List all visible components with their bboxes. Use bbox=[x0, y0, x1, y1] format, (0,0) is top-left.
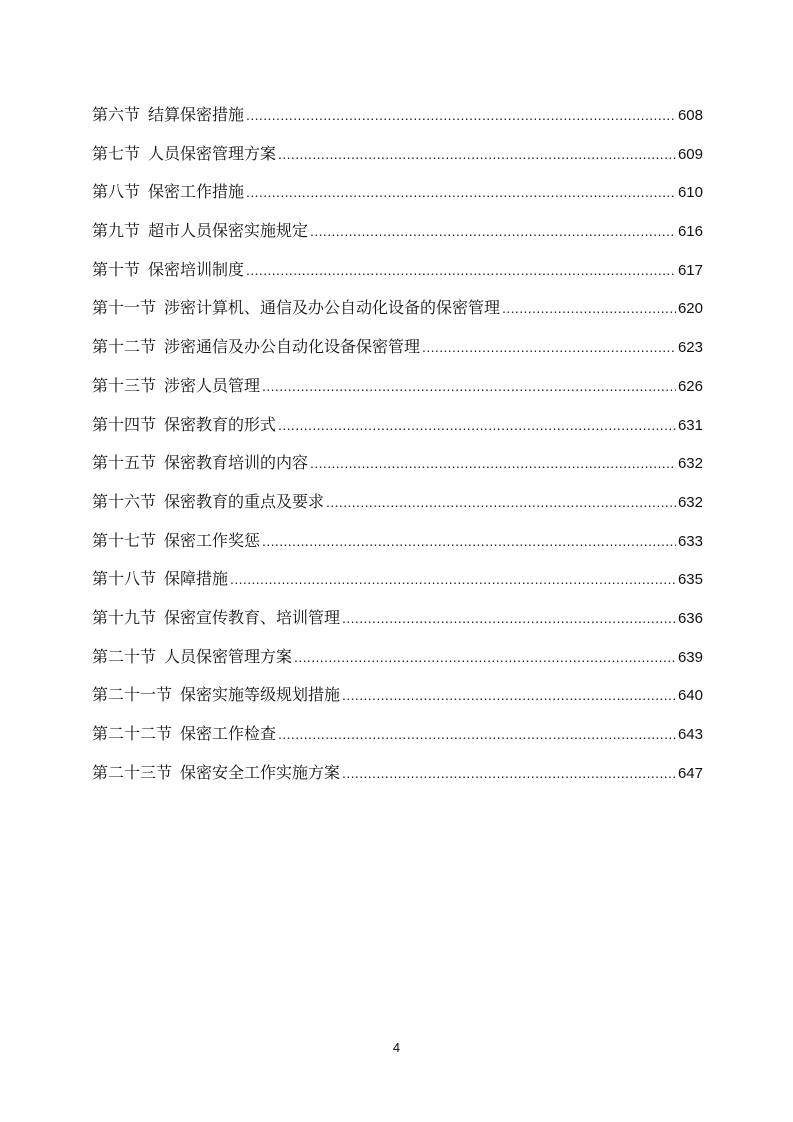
toc-entry[interactable] bbox=[92, 141, 703, 180]
toc-title: 保密工作检查 bbox=[180, 724, 277, 743]
toc-entry[interactable] bbox=[92, 334, 703, 373]
toc-section-number: 第十七节 bbox=[92, 530, 157, 550]
toc-leader-dots bbox=[342, 605, 676, 631]
toc-entry[interactable] bbox=[92, 489, 703, 528]
toc-page-number: 647 bbox=[677, 764, 703, 782]
toc-page-number: 632 bbox=[677, 493, 703, 511]
toc-section-number: 第十三节 bbox=[92, 375, 157, 395]
toc-title: 保密工作措施 bbox=[148, 182, 245, 202]
toc-leader-dots bbox=[230, 566, 676, 592]
toc-leader-dots bbox=[310, 218, 676, 244]
toc-entry[interactable] bbox=[92, 450, 703, 489]
toc-entry[interactable] bbox=[92, 528, 703, 567]
toc-page-number: 632 bbox=[677, 455, 703, 473]
toc-page-number: 616 bbox=[677, 223, 703, 241]
toc-page-number: 617 bbox=[677, 261, 703, 279]
toc-section-number: 第九节 bbox=[92, 221, 141, 241]
toc-title: 人员保密管理方案 bbox=[148, 143, 277, 163]
toc-page-number: 636 bbox=[677, 609, 703, 627]
toc-page-number: 609 bbox=[677, 145, 703, 163]
toc-page-number: 626 bbox=[677, 377, 703, 395]
toc-leader-dots bbox=[278, 141, 676, 167]
toc-leader-dots bbox=[246, 102, 676, 128]
toc-entry[interactable] bbox=[92, 179, 703, 218]
toc-page-number: 623 bbox=[677, 339, 703, 357]
toc-section-number: 第二十一节 bbox=[92, 685, 173, 705]
toc-leader-dots bbox=[422, 334, 676, 360]
toc-section-number: 第十二节 bbox=[92, 337, 157, 357]
toc-page-number: 643 bbox=[677, 726, 703, 743]
toc-title: 保密培训制度 bbox=[148, 259, 245, 279]
toc-leader-dots bbox=[342, 682, 676, 708]
toc-page-number: 640 bbox=[677, 687, 703, 705]
toc-entry[interactable] bbox=[92, 644, 703, 683]
toc-page-number: 620 bbox=[677, 300, 703, 318]
toc-entry[interactable] bbox=[92, 760, 703, 799]
toc-leader-dots bbox=[310, 450, 676, 476]
toc-section-number: 第七节 bbox=[92, 143, 141, 163]
toc-entry[interactable] bbox=[92, 605, 703, 644]
toc-title: 保密宣传教育、培训管理 bbox=[164, 607, 341, 627]
toc-entry[interactable] bbox=[92, 295, 703, 334]
toc-entry[interactable] bbox=[92, 682, 703, 721]
toc-entry[interactable] bbox=[92, 373, 703, 412]
toc-leader-dots bbox=[342, 760, 676, 786]
toc-title: 保密工作奖惩 bbox=[164, 530, 261, 550]
toc-title: 人员保密管理方案 bbox=[164, 646, 293, 666]
toc-leader-dots bbox=[278, 721, 676, 747]
toc-section-number: 第二十节 bbox=[92, 646, 157, 666]
toc-page-number: 631 bbox=[677, 416, 703, 434]
toc-leader-dots bbox=[262, 528, 676, 554]
toc-leader-dots bbox=[278, 412, 676, 438]
toc-leader-dots bbox=[294, 644, 676, 670]
toc-entry[interactable] bbox=[92, 412, 703, 451]
toc-page-number: 639 bbox=[677, 648, 703, 666]
toc-section-number: 第十九节 bbox=[92, 607, 157, 627]
toc-page-number: 633 bbox=[677, 532, 703, 550]
toc-title: 涉密计算机、通信及办公自动化设备的保密管理 bbox=[164, 298, 501, 318]
toc-section-number: 第十节 bbox=[92, 259, 141, 279]
footer-page-number: 4 bbox=[392, 1040, 401, 1055]
toc-title: 保障措施 bbox=[164, 569, 229, 589]
toc-section-number: 第十一节 bbox=[92, 298, 157, 318]
toc-leader-dots bbox=[246, 257, 676, 283]
toc-title: 保密实施等级规划措施 bbox=[180, 685, 341, 705]
toc-section-number: 第二十二节 bbox=[92, 724, 173, 743]
toc-section-number: 第八节 bbox=[92, 182, 141, 202]
toc-section-number: 第十五节 bbox=[92, 453, 157, 473]
toc-leader-dots bbox=[502, 295, 676, 321]
toc-page-number: 610 bbox=[677, 184, 703, 202]
toc-entry[interactable] bbox=[92, 102, 703, 141]
toc-page-number: 635 bbox=[677, 571, 703, 589]
toc-entry[interactable] bbox=[92, 218, 703, 257]
table-of-contents bbox=[92, 102, 703, 798]
toc-entry[interactable] bbox=[92, 257, 703, 296]
toc-section-number: 第十八节 bbox=[92, 569, 157, 589]
toc-title: 保密安全工作实施方案 bbox=[180, 762, 341, 782]
toc-section-number: 第二十三节 bbox=[92, 762, 173, 782]
toc-title: 涉密人员管理 bbox=[164, 375, 261, 395]
toc-title: 保密教育培训的内容 bbox=[164, 453, 309, 473]
toc-leader-dots bbox=[326, 489, 676, 515]
toc-section-number: 第十四节 bbox=[92, 414, 157, 434]
toc-title: 超市人员保密实施规定 bbox=[148, 221, 309, 241]
toc-entry[interactable] bbox=[92, 721, 703, 760]
toc-entry[interactable] bbox=[92, 566, 703, 605]
toc-leader-dots bbox=[262, 373, 676, 399]
toc-title: 保密教育的形式 bbox=[164, 414, 277, 434]
toc-page-number: 608 bbox=[677, 107, 703, 124]
toc-section-number: 第十六节 bbox=[92, 491, 157, 511]
toc-title: 涉密通信及办公自动化设备保密管理 bbox=[164, 337, 421, 357]
toc-title: 结算保密措施 bbox=[148, 105, 245, 124]
toc-section-number: 第六节 bbox=[92, 105, 141, 124]
toc-leader-dots bbox=[246, 179, 676, 205]
toc-title: 保密教育的重点及要求 bbox=[164, 491, 325, 511]
